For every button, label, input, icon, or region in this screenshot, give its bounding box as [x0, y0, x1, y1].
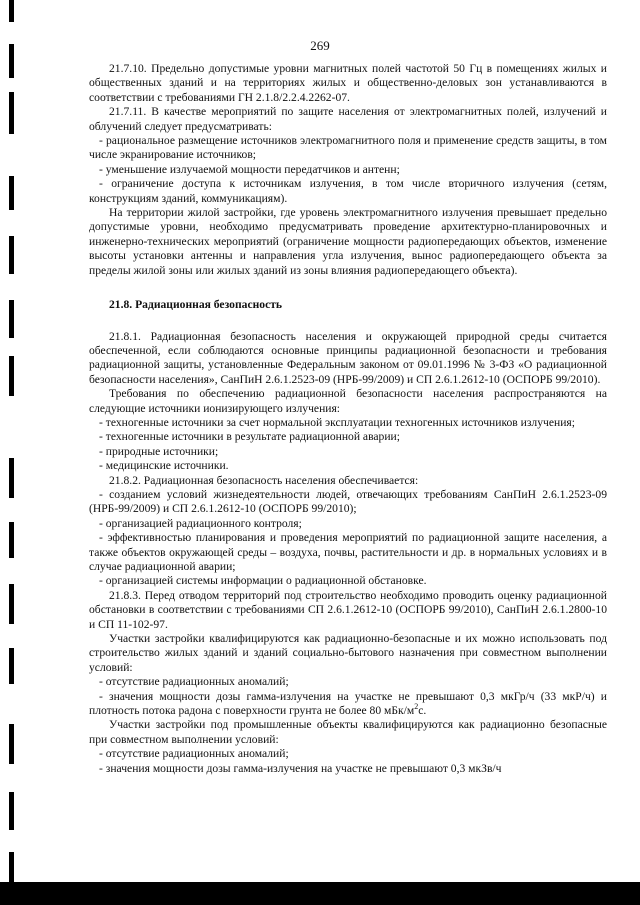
paragraph-21-8-1: 21.8.1. Радиационная безопасность населения и окружающей природной среды считается обеспеченной, если соблюдаются основные принципы радиационной безопасности и требования радиационной защиты, установленные Федеральным законом от 09.01.1996 № 3-ФЗ «О радиационной безопасности населения», СанПиН 2.6.1.2523-09 (НРБ-99/2009) и СП 2.6.1.2612-10 (ОСПОРБ 99/2010).	[89, 329, 607, 386]
list-item: - значения мощности дозы гамма-излучения на участке не превышают 0,3 мкЗв/ч	[99, 761, 502, 775]
list-item	[89, 690, 607, 719]
binding-mark	[9, 852, 14, 882]
scan-bottom-edge	[0, 882, 640, 905]
page-number: 269	[310, 38, 330, 53]
section-heading: 21.8. Радиационная безопасность	[109, 298, 283, 312]
paragraph-21-7-10: 21.7.10. Предельно допустимые уровни магнитных полей частотой 50 Гц в помещениях жилых и общественных зданий и на территориях жилых и общественно-деловых зон устанавливаются в соответствии с требованиями ГН 2.1.8/2.2.4.2262-07.	[89, 62, 607, 104]
list-item: - организацией системы информации о радиационной обстановке.	[99, 574, 427, 588]
superscript: 2	[414, 702, 419, 712]
binding-mark	[9, 176, 14, 210]
paragraph: Участки застройки под промышленные объекты квалифицируются как радиационно безопасные при совместном выполнении условий:	[89, 718, 607, 746]
list-item: - организацией радиационного контроля;	[99, 516, 302, 530]
list-item: - созданием условий жизнедеятельности людей, отвечающих требованиям СанПиН 2.6.1.2523-09 (НРБ-99/2009) и СП 2.6.1.2612-10 (ОСПОРБ 99/2010);	[89, 487, 607, 516]
binding-mark	[9, 356, 14, 396]
document-body	[89, 62, 607, 776]
paragraph: Требования по обеспечению радиационной безопасности населения распространяются на следующие источники ионизирующего излучения:	[89, 387, 607, 415]
paragraph: Участки застройки квалифицируются как радиационно-безопасные и их можно использовать под строительство жилых зданий и зданий социально-бытового назначения при совместном выполнении условий:	[89, 632, 607, 674]
list-item-text: - значения мощности дозы гамма-излучения на участке не превышают 0,3 мкГр/ч (33 мкР/ч) и плотность потока радона с поверхности грунта не более 80 мБк/м	[89, 689, 607, 718]
paragraph-21-7-11: 21.7.11. В качестве мероприятий по защите населения от электромагнитных полей, излучений и облучений следует предусматривать:	[89, 105, 607, 133]
binding-mark	[9, 92, 14, 134]
list-item: - ограничение доступа к источникам излучения, в том числе вторичного излучения (сетям, конструкциям зданий, коммуникациям).	[89, 177, 607, 205]
list-item: - эффективностью планирования и проведения мероприятий по радиационной защите населения, а также объектов окружающей среды – воздуха, почвы, растительности и др. в нормальных условиях и в случае радиационной аварии;	[89, 531, 607, 573]
paragraph-21-8-2: 21.8.2. Радиационная безопасность населения обеспечивается:	[109, 473, 419, 487]
binding-mark	[9, 648, 14, 684]
binding-mark	[9, 792, 14, 830]
list-item: - отсутствие радиационных аномалий;	[99, 747, 289, 761]
binding-mark	[9, 458, 14, 498]
paragraph-21-8-3: 21.8.3. Перед отводом территорий под строительство необходимо проводить оценку радиационной обстановки в соответствии с требованиями СП 2.6.1.2612-10 (ОСПОРБ 99/2010), СанПиН 2.6.1.2800-10 и СП 11-102-97.	[89, 588, 607, 631]
binding-mark	[9, 522, 14, 558]
binding-mark	[9, 300, 14, 338]
binding-mark	[9, 584, 14, 624]
list-item-text-end: с.	[418, 704, 427, 718]
list-item: - отсутствие радиационных аномалий;	[99, 675, 289, 689]
list-item: - уменьшение излучаемой мощности передатчиков и антенн;	[99, 162, 400, 176]
list-item: - рациональное размещение источников электромагнитного поля и применение средств защиты, в том числе экранирование источников;	[89, 134, 607, 162]
list-item: - медицинские источники.	[99, 459, 229, 473]
list-item: - техногенные источники в результате радиационной аварии;	[99, 430, 400, 444]
paragraph: На территории жилой застройки, где уровень электромагнитного излучения превышает предельно допустимые уровни, необходимо предусматривать проведение архитектурно-планировочных и инженерно-технических мероприятий (ограничение мощности радиопередающих объектов, изменение высоты установки антенны и направления угла излучения, вынос радиопередающего объекта за пределы жилой зоны или жилых зданий из зоны влияния радиопередающего объекта).	[89, 206, 607, 277]
list-item: - природные источники;	[99, 444, 219, 458]
binding-mark	[9, 236, 14, 274]
binding-mark	[9, 724, 14, 764]
list-item: - техногенные источники за счет нормальной эксплуатации техногенных источников излучения;	[99, 415, 575, 429]
binding-mark	[9, 0, 14, 22]
